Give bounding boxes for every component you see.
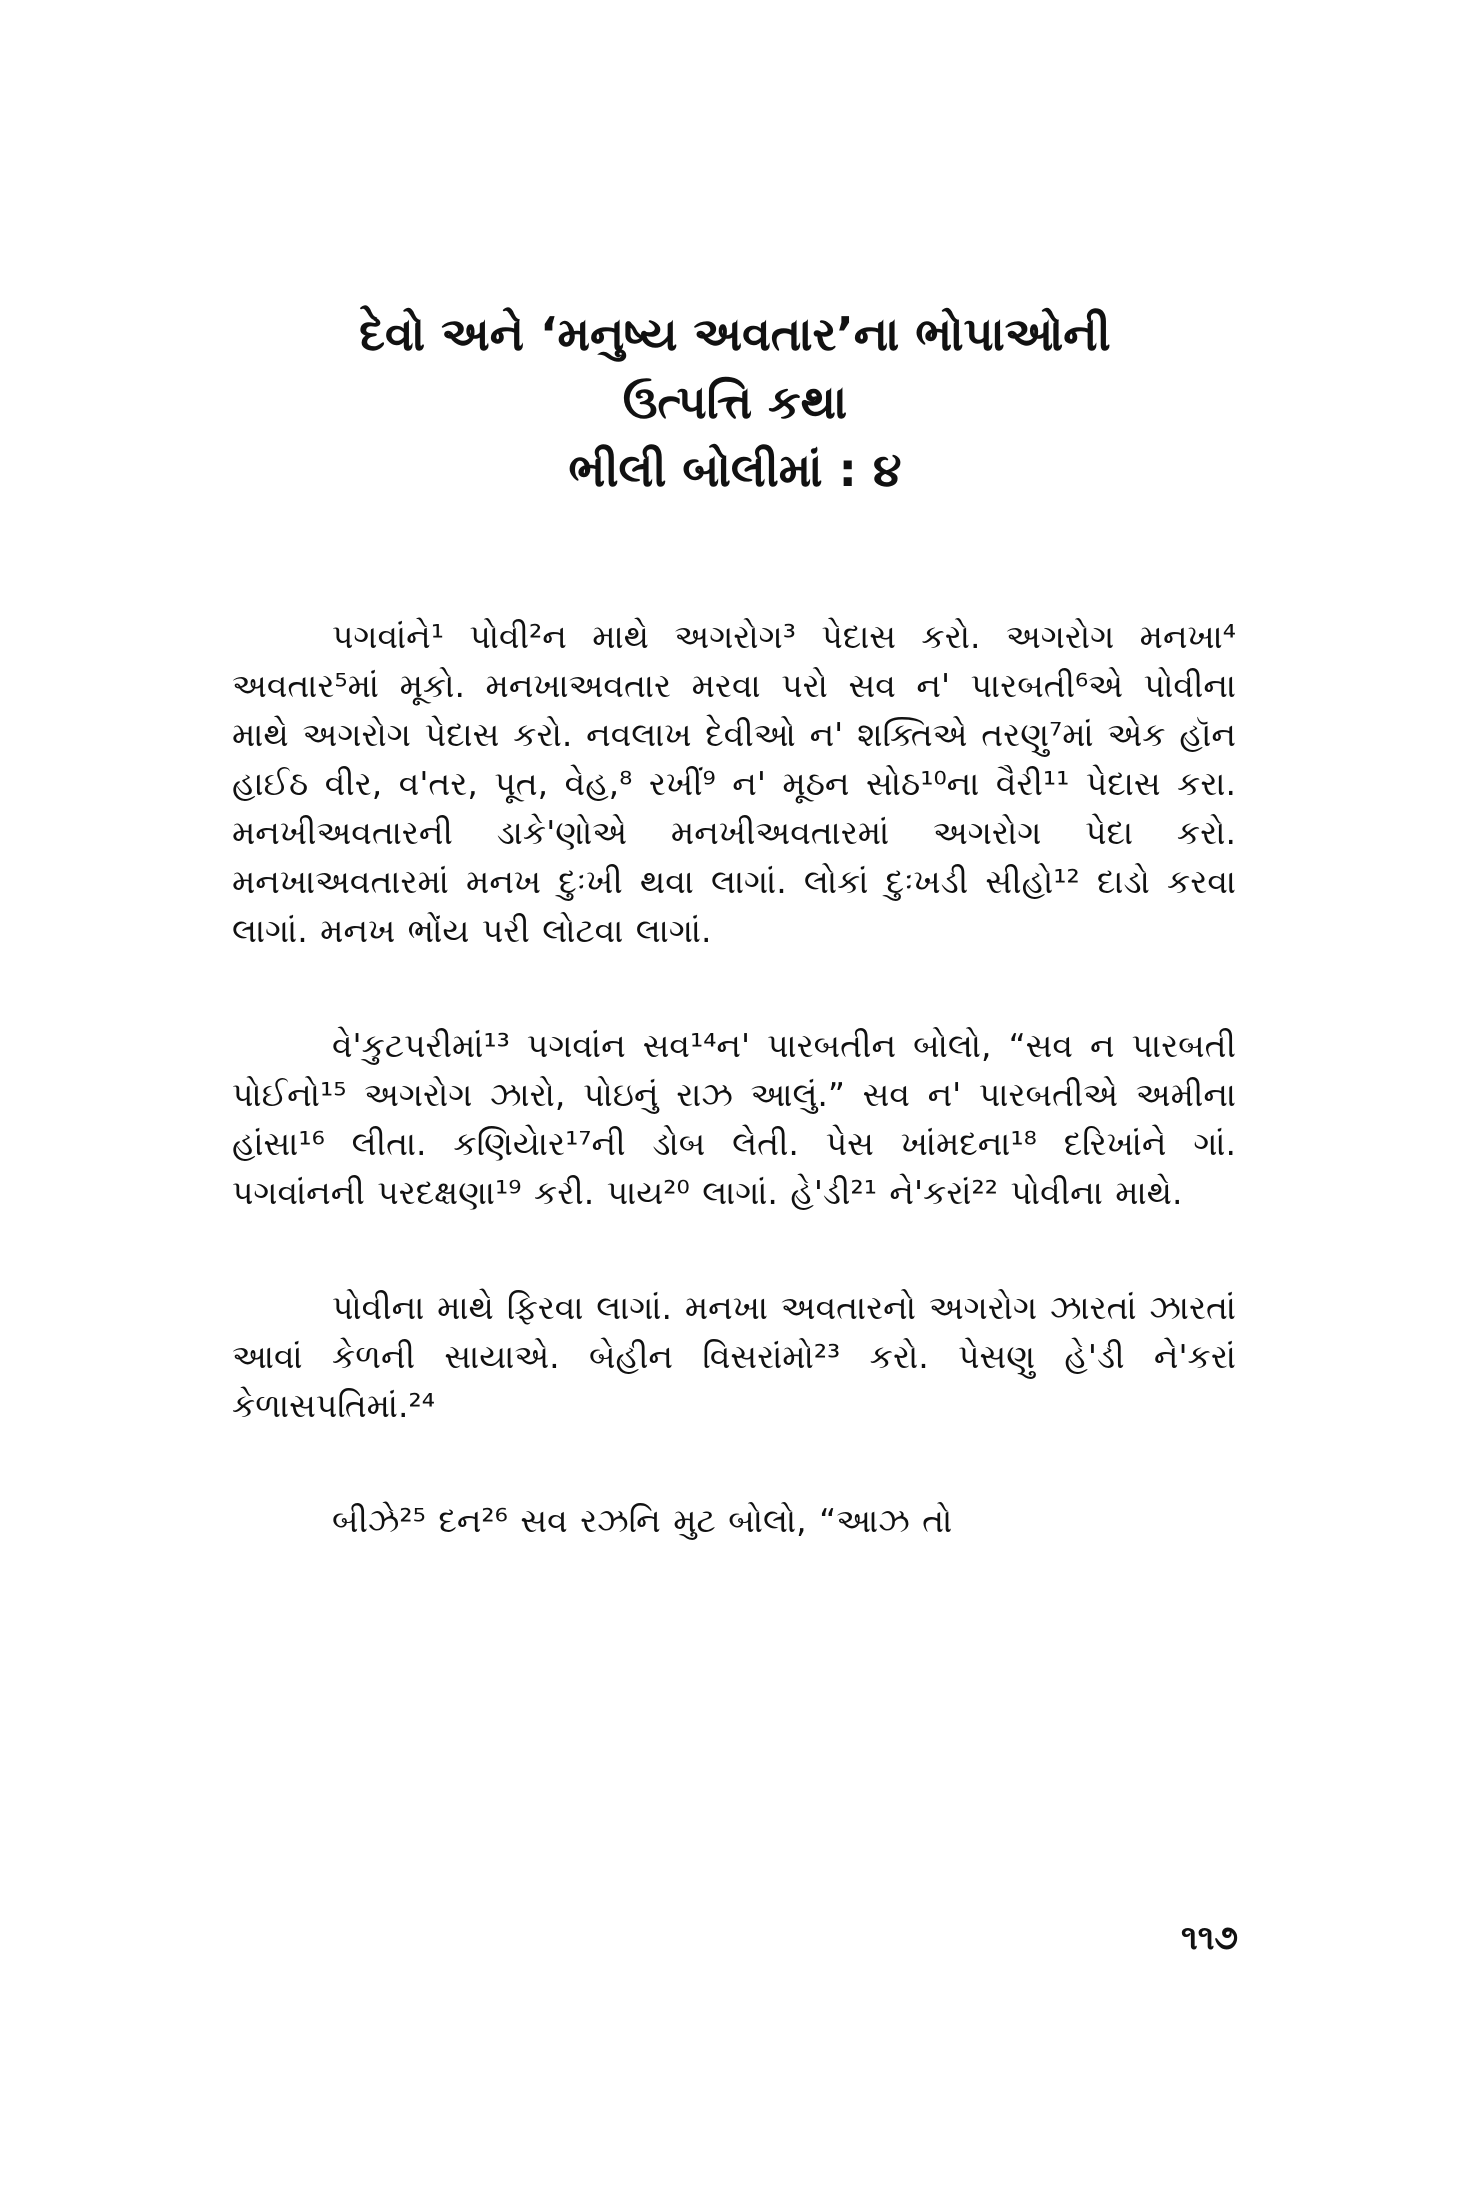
title-line-1: દેવો અને ‘મનુષ્ય અવતાર’ના ભોપાઓની: [359, 307, 1111, 361]
body-text: [232, 612, 1236, 1545]
title-line-3: ભીલી બોલીમાં : ૪: [568, 443, 902, 497]
chapter-title: [230, 300, 1240, 504]
paragraph-2: વે'કુટપરીમાં¹³ પગવાંન સવ¹⁴ન' પારબતીન બોલો, “સવ ન પારબતી પોઈનો¹⁵ અગરોગ ઝારો, પોઇનું રાઝ આલું.” સવ ન' પારબતીએ અમીના હાંસા¹⁶ લીતા. કણિયેાર¹⁷ની ડોબ લેતી. પેસ ખાંમદના¹⁸ દરિખાંને ગાં. પગવાંનની પરદક્ષણા¹⁹ કરી. પાય²⁰ લાગાં. હે'ડી²¹ ને'કરાં²² પોવીના માથે.: [232, 1026, 1236, 1212]
page-number: ૧૧૭: [1181, 1918, 1238, 1958]
title-line-2: ઉત્પત્તિ કથા: [622, 375, 848, 429]
paragraph-1: પગવાંને¹ પોવી²ન માથે અગરોગ³ પેદાસ કરો. અગરોગ મનખા⁴ અવતાર⁵માં મૂકો. મનખાઅવતાર મરવા પરો સવ ન' પારબતી⁶એ પોવીના માથે અગરોગ પેદાસ કરો. નવલાખ દેવીઓ ન' શક્તિએ તરણુ⁷માં એક હૉન હાઈઠ વીર, વ'તર, પૂત, વેહ,⁸ રખીં⁹ ન' મૂઠન સોઠ¹⁰ના વૈરી¹¹ પેદાસ કરા. મનખીઅવતારની ડાકે'ણોએ મનખીઅવતારમાં અગરોગ પેદા કરો. મનખાઅવતારમાં મનખ દુઃખી થવા લાગાં. લોકાં દુઃખડી સીહો¹² દાડો કરવા લાગાં. મનખ ભોંય પરી લોટવા લાગાં.: [232, 617, 1236, 950]
paragraph-4: બીઝે²⁵ દન²⁶ સવ રઝનિ મુટ બોલો, “આઝ તો: [332, 1501, 953, 1540]
paragraph-3: પોવીના માથે ફિરવા લાગાં. મનખા અવતારનો અગરોગ ઝારતાં ઝારતાં આવાં કેળની સાયાએ. બેહીન વિસરાંમો²³ કરો. પેસણુ હે'ડી ને'કરાં કેળાસપતિમાં.²⁴: [232, 1288, 1236, 1425]
